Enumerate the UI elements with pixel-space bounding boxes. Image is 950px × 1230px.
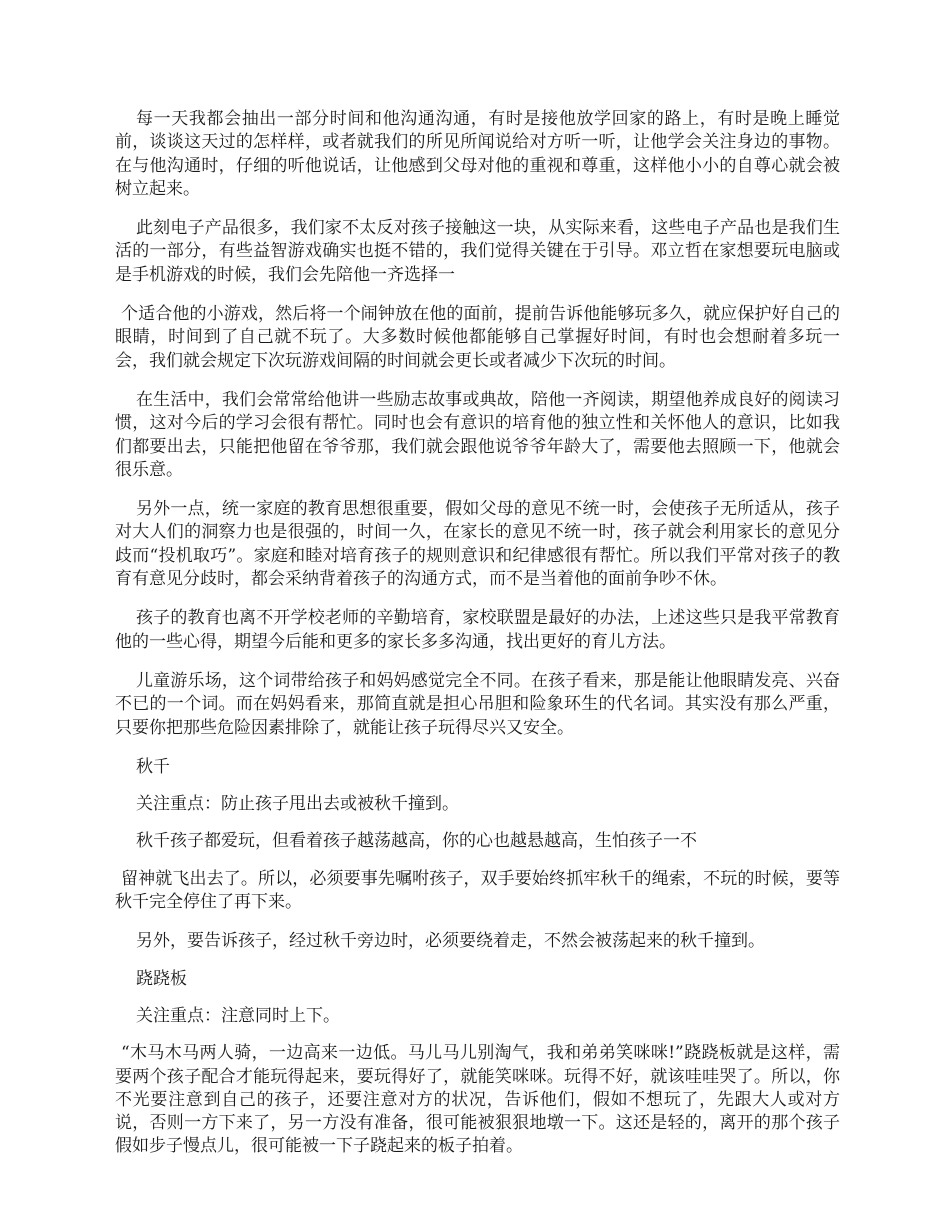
paragraph-swing-1: 秋千孩子都爱玩，但看着孩子越荡越高，你的心也越悬越高，生怕孩子一不	[136, 831, 697, 852]
seesaw-key-point: 关注重点：注意同时上下。	[136, 1005, 340, 1026]
paragraph-swing-3: 另外，要告诉孩子，经过秋千旁边时，必须要绕着走，不然会被荡起来的秋千撞到。	[136, 931, 765, 952]
swing-key-point: 关注重点：防止孩子甩出去或被秋千撞到。	[136, 794, 459, 815]
paragraph-seesaw: “木马木马两人骑，一边高来一边低。马儿马儿别淘气，我和弟弟笑咪咪!”跷跷板就是这样，需要两个孩子配合才能玩得起来，要玩得好了，就能笑咪咪。玩得不好，就该哇哇哭了。所以，你不光要注意到自己的孩子，还要注意对方的状况，告诉他们，假如不想玩了，先跟大人或对方说，否则一方下来了，另一方没有准备，很可能被狠狠地墩一下。这还是轻的，离开的那个孩子假如步子慢点儿，很可能被一下子跷起来的板子拍着。	[115, 1043, 840, 1157]
paragraph-reading-habits: 在生活中，我们会常常给他讲一些励志故事或典故，陪他一齐阅读，期望他养成良好的阅读习惯，这对今后的学习会很有帮忙。同时也会有意识的培育他的独立性和关怀他人的意识，比如我们都要出去，只能把他留在爷爷那，我们就会跟他说爷爷年龄大了，需要他去照顾一下，他就会很乐意。	[115, 389, 840, 480]
paragraph-school-cooperation: 孩子的教育也离不开学校老师的辛勤培育，家校联盟是最好的办法，上述这些只是我平常教育他的一些心得，期望今后能和更多的家长多多沟通，找出更好的育儿方法。	[115, 608, 840, 652]
heading-swing: 秋千	[136, 756, 170, 777]
paragraph-swing-2: 留神就飞出去了。所以，必须要事先嘱咐孩子，双手要始终抓牢秋千的绳索，不玩的时候，要等秋千完全停住了再下来。	[115, 868, 840, 913]
heading-seesaw: 跷跷板	[136, 968, 187, 989]
paragraph-communication: 每一天我都会抽出一部分时间和他沟通沟通，有时是接他放学回家的路上，有时是晚上睡觉前，谈谈这天过的怎样样，或者就我们的所见所闻说给对方听一听，让他学会关注身边的事物。在与他沟通时，仔细的听他说话，让他感到父母对他的重视和尊重，这样他小小的自尊心就会被树立起来。	[115, 109, 840, 199]
paragraph-electronics: 此刻电子产品很多，我们家不太反对孩子接触这一块，从实际来看，这些电子产品也是我们生活的一部分，有些益智游戏确实也挺不错的，我们觉得关键在于引导。邓立哲在家想要玩电脑或是手机游戏的时候，我们会先陪他一齐选择一	[115, 218, 840, 285]
document-page	[115, 108, 840, 1175]
paragraph-game-time: 个适合他的小游戏，然后将一个闹钟放在他的面前，提前告诉他能够玩多久，就应保护好自己的眼睛，时间到了自己就不玩了。大多数时候他都能够自己掌握好时间，有时也会想耐着多玩一会，我们就会规定下次玩游戏间隔的时间就会更长或者减少下次玩的时间。	[115, 304, 840, 371]
paragraph-family-unity: 另外一点，统一家庭的教育思想很重要，假如父母的意见不统一时，会使孩子无所适从，孩子对大人们的洞察力也是很强的，时间一久，在家长的意见不统一时，孩子就会利用家长的意见分歧而“投机取巧”。家庭和睦对培育孩子的规则意识和纪律感很有帮忙。所以我们平常对孩子的教育有意见分歧时，都会采纳背着孩子的沟通方式，而不是当着他的面前争吵不休。	[115, 499, 840, 590]
paragraph-playground-intro: 儿童游乐场，这个词带给孩子和妈妈感觉完全不同。在孩子看来，那是能让他眼睛发亮、兴奋不已的一个词。而在妈妈看来，那简直就是担心吊胆和险象环生的代名词。其实没有那么严重，只要你把那些危险因素排除了，就能让孩子玩得尽兴又安全。	[115, 670, 840, 738]
